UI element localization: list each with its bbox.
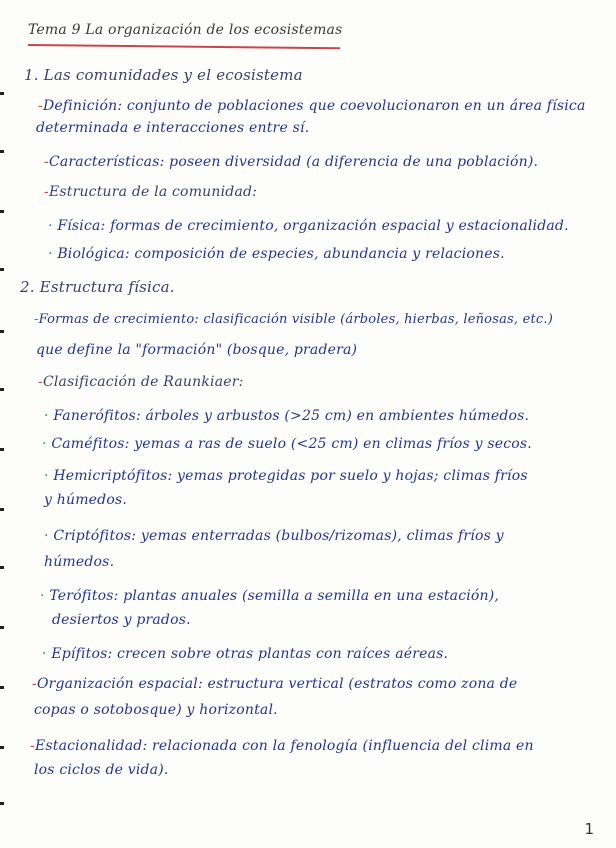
bullet-organizacion-espacial: -Organización espacial: estructura vertical (estratos como zona de xyxy=(32,676,518,692)
sub-bullet-fisica: · Física: formas de crecimiento, organización espacial y estacionalidad. xyxy=(48,218,569,234)
item-epifitos: · Epífitos: crecen sobre otras plantas con raíces aéreas. xyxy=(42,646,449,662)
item-criptofitos: · Criptófitos: yemas enterradas (bulbos/rizomas), climas fríos y xyxy=(44,528,504,544)
sub-bullet-biologica: · Biológica: composición de especies, abundancia y relaciones. xyxy=(48,246,505,262)
page-number: 1 xyxy=(584,820,594,838)
definicion-cont: determinada e interacciones entre sí. xyxy=(36,120,310,136)
estacionalidad-cont: los ciclos de vida). xyxy=(34,762,169,778)
bullet-raunkiaer: -Clasificación de Raunkiaer: xyxy=(38,374,244,390)
bullet-formas-crecimiento: -Formas de crecimiento: clasificación visible (árboles, hierbas, leñosas, etc.) xyxy=(34,312,553,327)
organizacion-espacial-cont: copas o sotobosque) y horizontal. xyxy=(34,702,278,718)
bullet-caracteristicas: -Características: poseen diversidad (a diferencia de una población). xyxy=(44,154,539,170)
bullet-definicion: -Definición: conjunto de poblaciones que coevolucionaron en un área física xyxy=(38,98,586,114)
title-underline xyxy=(28,44,340,49)
criptofitos-cont: húmedos. xyxy=(44,554,115,570)
bullet-estacionalidad: -Estacionalidad: relacionada con la fenología (influencia del clima en xyxy=(30,738,534,754)
section-heading-2: 2. Estructura física. xyxy=(20,278,175,296)
item-fanerofitos: · Fanerófitos: árboles y arbustos (>25 cm) en ambientes húmedos. xyxy=(44,408,530,424)
page-title: Tema 9 La organización de los ecosistemas xyxy=(28,22,343,38)
item-camefitos: · Caméfitos: yemas a ras de suelo (<25 cm) en climas fríos y secos. xyxy=(42,436,532,452)
item-terofitos: · Terófitos: plantas anuales (semilla a semilla en una estación), xyxy=(40,588,500,604)
bullet-estructura: -Estructura de la comunidad: xyxy=(44,184,258,200)
section-heading-1: 1. Las comunidades y el ecosistema xyxy=(24,66,303,84)
item-hemicriptofitos: · Hemicriptófitos: yemas protegidas por suelo y hojas; climas fríos xyxy=(44,468,528,484)
hemicriptofitos-cont: y húmedos. xyxy=(44,492,127,508)
formas-crecimiento-cont: que define la "formación" (bosque, pradera) xyxy=(36,342,358,358)
margin-marks xyxy=(0,0,6,848)
terofitos-cont: desiertos y prados. xyxy=(52,612,191,628)
